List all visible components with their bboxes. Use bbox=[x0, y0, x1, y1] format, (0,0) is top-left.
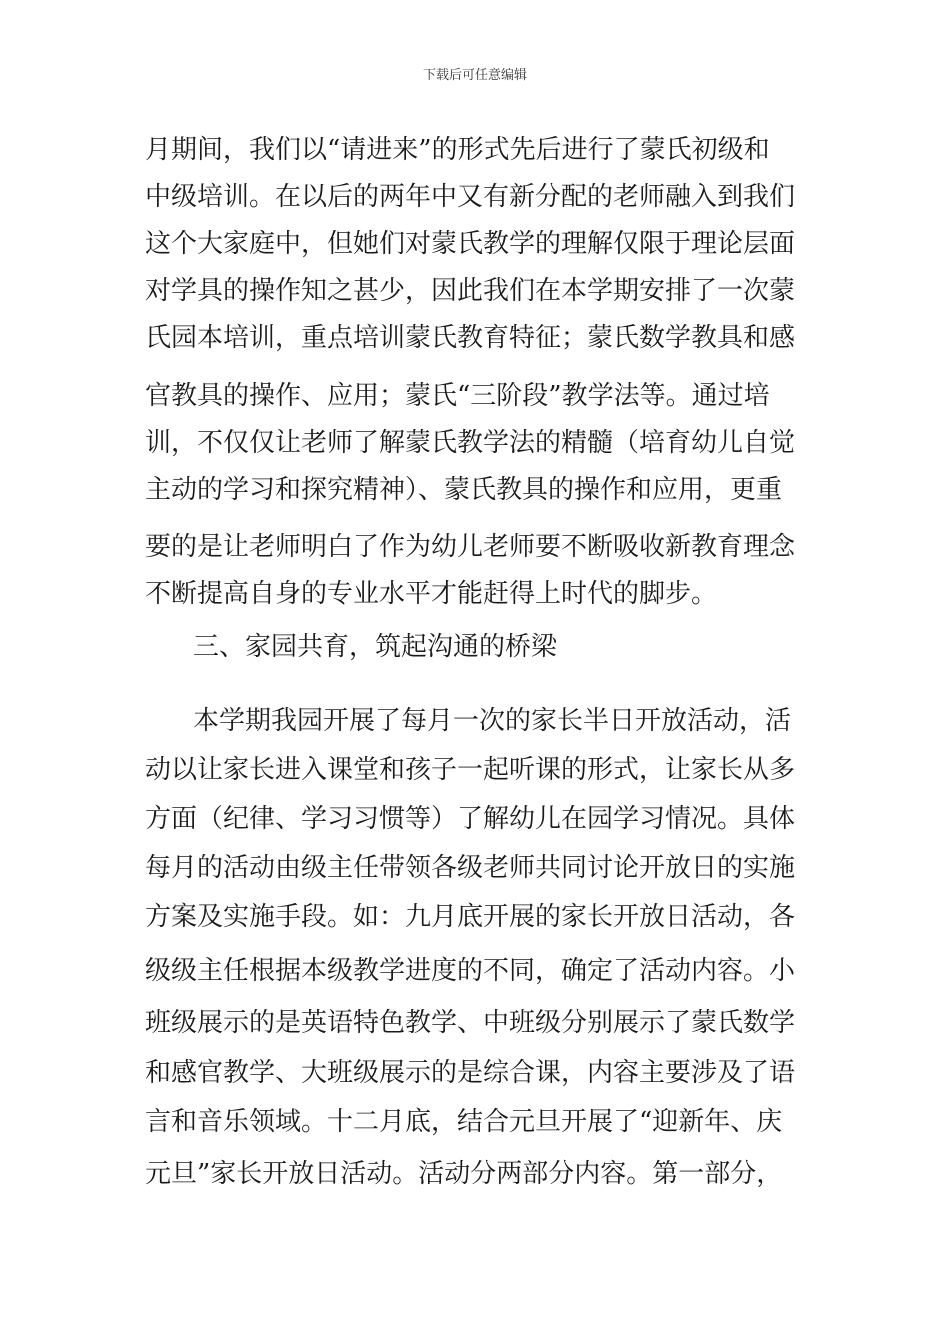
text-line: 月期间，我们以“请进来”的形式先后进行了蒙氏初级和 bbox=[145, 135, 770, 165]
text-line: 本学期我园开展了每月一次的家长半日开放活动，活 bbox=[193, 706, 792, 736]
text-line: 对学具的操作知之甚少，因此我们在本学期安排了一次蒙 bbox=[145, 276, 796, 306]
text-line: 主动的学习和探究精神）、蒙氏教具的操作和应用，更重 bbox=[145, 475, 783, 505]
text-line: 不断提高自身的专业水平才能赶得上时代的脚步。 bbox=[145, 579, 718, 609]
text-line: 和感官教学、大班级展示的是综合课，内容主要涉及了语 bbox=[145, 1058, 796, 1088]
text-line: 班级展示的是英语特色教学、中班级分别展示了蒙氏数学 bbox=[145, 1008, 796, 1038]
text-line: 每月的活动由级主任带领各级老师共同讨论开放日的实施 bbox=[145, 853, 796, 883]
text-line: 方案及实施手段。如：九月底开展的家长开放日活动，各 bbox=[145, 902, 796, 932]
text-line: 方面（纪律、学习习惯等）了解幼儿在园学习情况。具体 bbox=[145, 804, 796, 834]
page-header: 下载后可任意编辑 bbox=[422, 68, 527, 83]
text-line: 氏园本培训，重点培训蒙氏教育特征；蒙氏数学教具和感 bbox=[145, 323, 796, 353]
text-line: 元旦”家长开放日活动。活动分两部分内容。第一部分， bbox=[145, 1159, 783, 1189]
section-heading: 三、家园共育，筑起沟通的桥梁 bbox=[193, 632, 558, 662]
text-line: 训，不仅仅让老师了解蒙氏教学法的精髓（培育幼儿自觉 bbox=[145, 428, 796, 458]
text-line: 言和音乐领域。十二月底，结合元旦开展了“迎新年、庆 bbox=[145, 1107, 783, 1137]
text-line: 中级培训。在以后的两年中又有新分配的老师融入到我们 bbox=[145, 182, 796, 212]
text-line: 动以让家长进入课堂和孩子一起听课的形式，让家长从多 bbox=[145, 755, 796, 785]
text-line: 要的是让老师明白了作为幼儿老师要不断吸收新教育理念 bbox=[145, 532, 796, 562]
text-line: 官教具的操作、应用；蒙氏“三阶段”教学法等。通过培 bbox=[145, 381, 770, 411]
text-line: 这个大家庭中，但她们对蒙氏教学的理解仅限于理论层面 bbox=[145, 229, 796, 259]
text-line: 级级主任根据本级教学进度的不同，确定了活动内容。小 bbox=[145, 956, 796, 986]
